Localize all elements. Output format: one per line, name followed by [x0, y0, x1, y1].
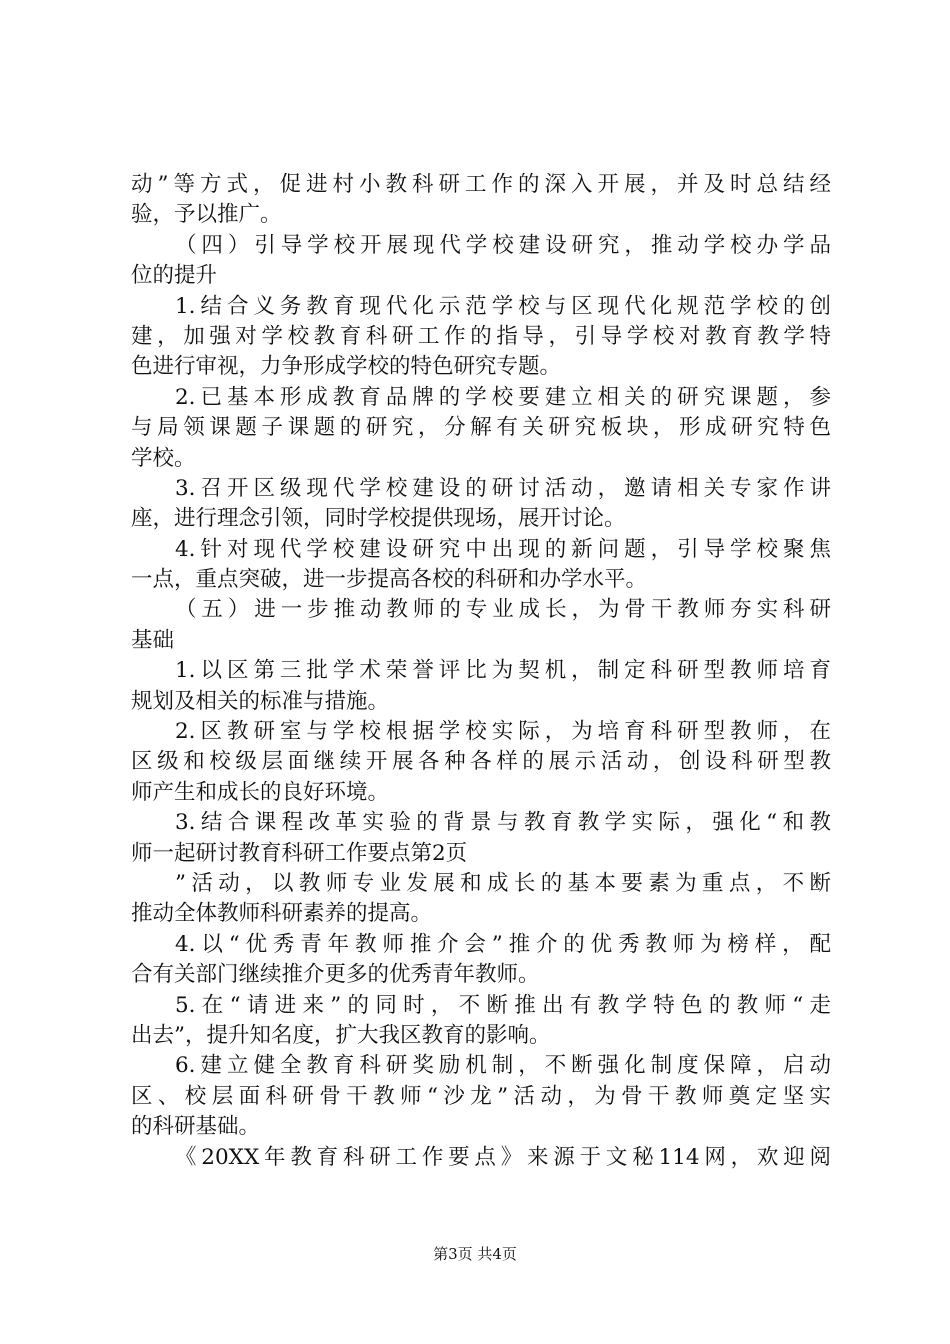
text-line: 位的提升: [131, 263, 218, 289]
text-line: 1.以区第三批学术荣誉评比为契机，制定科研型教师培育: [175, 658, 831, 684]
text-line: ”活动，以教师专业发展和成长的基本要素为重点，不断: [175, 870, 831, 896]
text-line: 一点，重点突破，进一步提高各校的科研和办学水平。: [131, 567, 648, 593]
body-text: [131, 170, 831, 1173]
text-line: 1.结合义务教育现代化示范学校与区现代化规范学校的创: [175, 293, 831, 319]
text-line: 动”等方式，促进村小教科研工作的深入开展，并及时总结经: [131, 172, 831, 197]
text-line: 《20XX年教育科研工作要点》来源于文秘114网，欢迎阅: [175, 1144, 831, 1170]
text-line: 4.针对现代学校建设研究中出现的新问题，引导学校聚焦: [175, 536, 831, 562]
text-line: 师产生和成长的良好环境。: [131, 779, 390, 805]
text-line: 区、校层面科研骨干教师“沙龙”活动，为骨干教师奠定坚实: [131, 1083, 831, 1109]
text-line: 4.以“优秀青年教师推介会”推介的优秀教师为榜样，配: [175, 931, 831, 957]
text-line: 3.结合课程改革实验的背景与教育教学实际，强化“和教: [175, 810, 831, 836]
text-line: 与局领课题子课题的研究，分解有关研究板块，形成研究特色: [131, 415, 831, 441]
text-line: 师一起研讨教育科研工作要点第2页: [131, 840, 468, 866]
text-line: 验，予以推广。: [131, 202, 282, 228]
text-line: 出去”，提升知名度，扩大我区教育的影响。: [131, 1022, 551, 1048]
text-line: 3.召开区级现代学校建设的研讨活动，邀请相关专家作讲: [175, 475, 831, 501]
text-line: 基础: [131, 627, 175, 653]
text-line: 合有关部门继续推介更多的优秀青年教师。: [131, 962, 540, 988]
text-line: 色进行审视，力争形成学校的特色研究专题。: [131, 354, 562, 380]
page-footer: 第3页 共4页: [433, 1245, 517, 1263]
text-line: 规划及相关的标准与措施。: [131, 688, 390, 714]
text-line: 2.区教研室与学校根据学校实际，为培育科研型教师，在: [175, 719, 831, 745]
text-line: 区级和校级层面继续开展各种各样的展示活动，创设科研型教: [131, 749, 831, 775]
text-line: 建，加强对学校教育科研工作的指导，引导学校对教育教学特: [131, 323, 831, 349]
text-line: 推动全体教师科研素养的提高。: [131, 901, 433, 927]
text-line: 座，进行理念引领，同时学校提供现场，展开讨论。: [131, 506, 626, 532]
text-line: 6.建立健全教育科研奖励机制，不断强化制度保障，启动: [175, 1053, 831, 1079]
text-line: 2.已基本形成教育品牌的学校要建立相关的研究课题，参: [175, 384, 831, 410]
text-line: （四）引导学校开展现代学校建设研究，推动学校办学品: [175, 232, 831, 258]
text-line: 学校。: [131, 445, 196, 471]
text-line: （五）进一步推动教师的专业成长，为骨干教师夯实科研: [175, 597, 831, 623]
text-line: 5.在“请进来”的同时，不断推出有教学特色的教师“走: [175, 992, 831, 1018]
text-line: 的科研基础。: [131, 1114, 261, 1140]
